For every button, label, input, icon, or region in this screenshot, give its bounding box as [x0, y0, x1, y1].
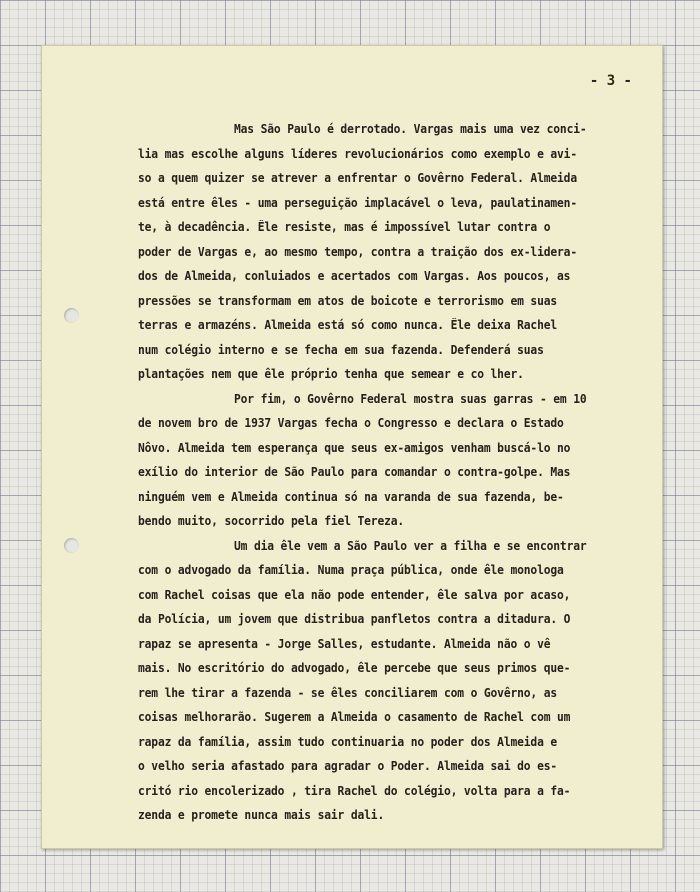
text-line: exílio do interior de São Paulo para comandar o contra-golpe. Mas — [138, 465, 571, 480]
text-line: o velho seria afastado para agradar o Poder. Almeida sai do es- — [138, 759, 558, 774]
text-line: terras e armazéns. Almeida está só como nunca. Êle deixa Rachel — [138, 318, 558, 333]
text-line: lia mas escolhe alguns líderes revolucionários como exemplo e avi- — [138, 146, 577, 161]
page-number: - 3 - — [589, 73, 632, 89]
text-line: Um dia êle vem a São Paulo ver a filha e se encontrar — [234, 538, 587, 553]
text-line: rapaz se apresenta - Jorge Salles, estudante. Almeida não o vê — [138, 636, 551, 651]
text-line: está entre êles - uma perseguição implacável o leva, paulatinamen- — [138, 195, 577, 210]
document-page — [41, 45, 663, 849]
text-line: da Polícia, um jovem que distribua panfletos contra a ditadura. O — [138, 612, 571, 627]
text-line: ninguém vem e Almeida continua só na varanda de sua fazenda, be- — [138, 489, 564, 504]
text-line: bendo muito, socorrido pela fiel Tereza. — [138, 514, 405, 529]
text-line: critó rio encolerizado , tira Rachel do colégio, volta para a fa- — [138, 783, 571, 798]
text-line: coisas melhorarão. Sugerem a Almeida o casamento de Rachel com um — [138, 710, 571, 725]
text-line: zenda e promete nunca mais sair dali. — [138, 808, 385, 823]
text-line: num colégio interno e se fecha em sua fazenda. Defenderá suas — [138, 342, 544, 357]
text-line: de novem bro de 1937 Vargas fecha o Congresso e declara o Estado — [138, 416, 564, 431]
text-line: com Rachel coisas que ela não pode entender, êle salva por acaso, — [138, 587, 571, 602]
text-line: te, à decadência. Êle resiste, mas é impossível lutar contra o — [138, 220, 551, 235]
punch-hole-top — [64, 308, 79, 323]
text-line: mais. No escritório do advogado, êle percebe que seus primos que- — [138, 661, 571, 676]
text-line: Por fim, o Govêrno Federal mostra suas garras - em 10 — [234, 391, 587, 406]
text-line: pressões se transformam em atos de boicote e terrorismo em suas — [138, 293, 558, 308]
text-line: plantações nem que êle próprio tenha que semear e co lher. — [138, 367, 524, 382]
text-line: dos de Almeida, conluiados e acertados com Vargas. Aos poucos, as — [138, 269, 571, 284]
text-line: so a quem quizer se atrever a enfrentar o Govêrno Federal. Almeida — [138, 171, 577, 186]
text-line: Mas São Paulo é derrotado. Vargas mais uma vez conci- — [234, 122, 587, 137]
text-line: rapaz da família, assim tudo continuaria no poder dos Almeida e — [138, 734, 558, 749]
text-line: rem lhe tirar a fazenda - se êles conciliarem com o Govêrno, as — [138, 685, 558, 700]
text-line: Nôvo. Almeida tem esperança que seus ex-amigos venham buscá-lo no — [138, 440, 571, 455]
punch-hole-bottom — [64, 538, 79, 553]
body-text — [138, 118, 638, 829]
text-line: poder de Vargas e, ao mesmo tempo, contra a traição dos ex-lidera- — [138, 244, 577, 259]
text-line: com o advogado da família. Numa praça pública, onde êle monologa — [138, 563, 564, 578]
